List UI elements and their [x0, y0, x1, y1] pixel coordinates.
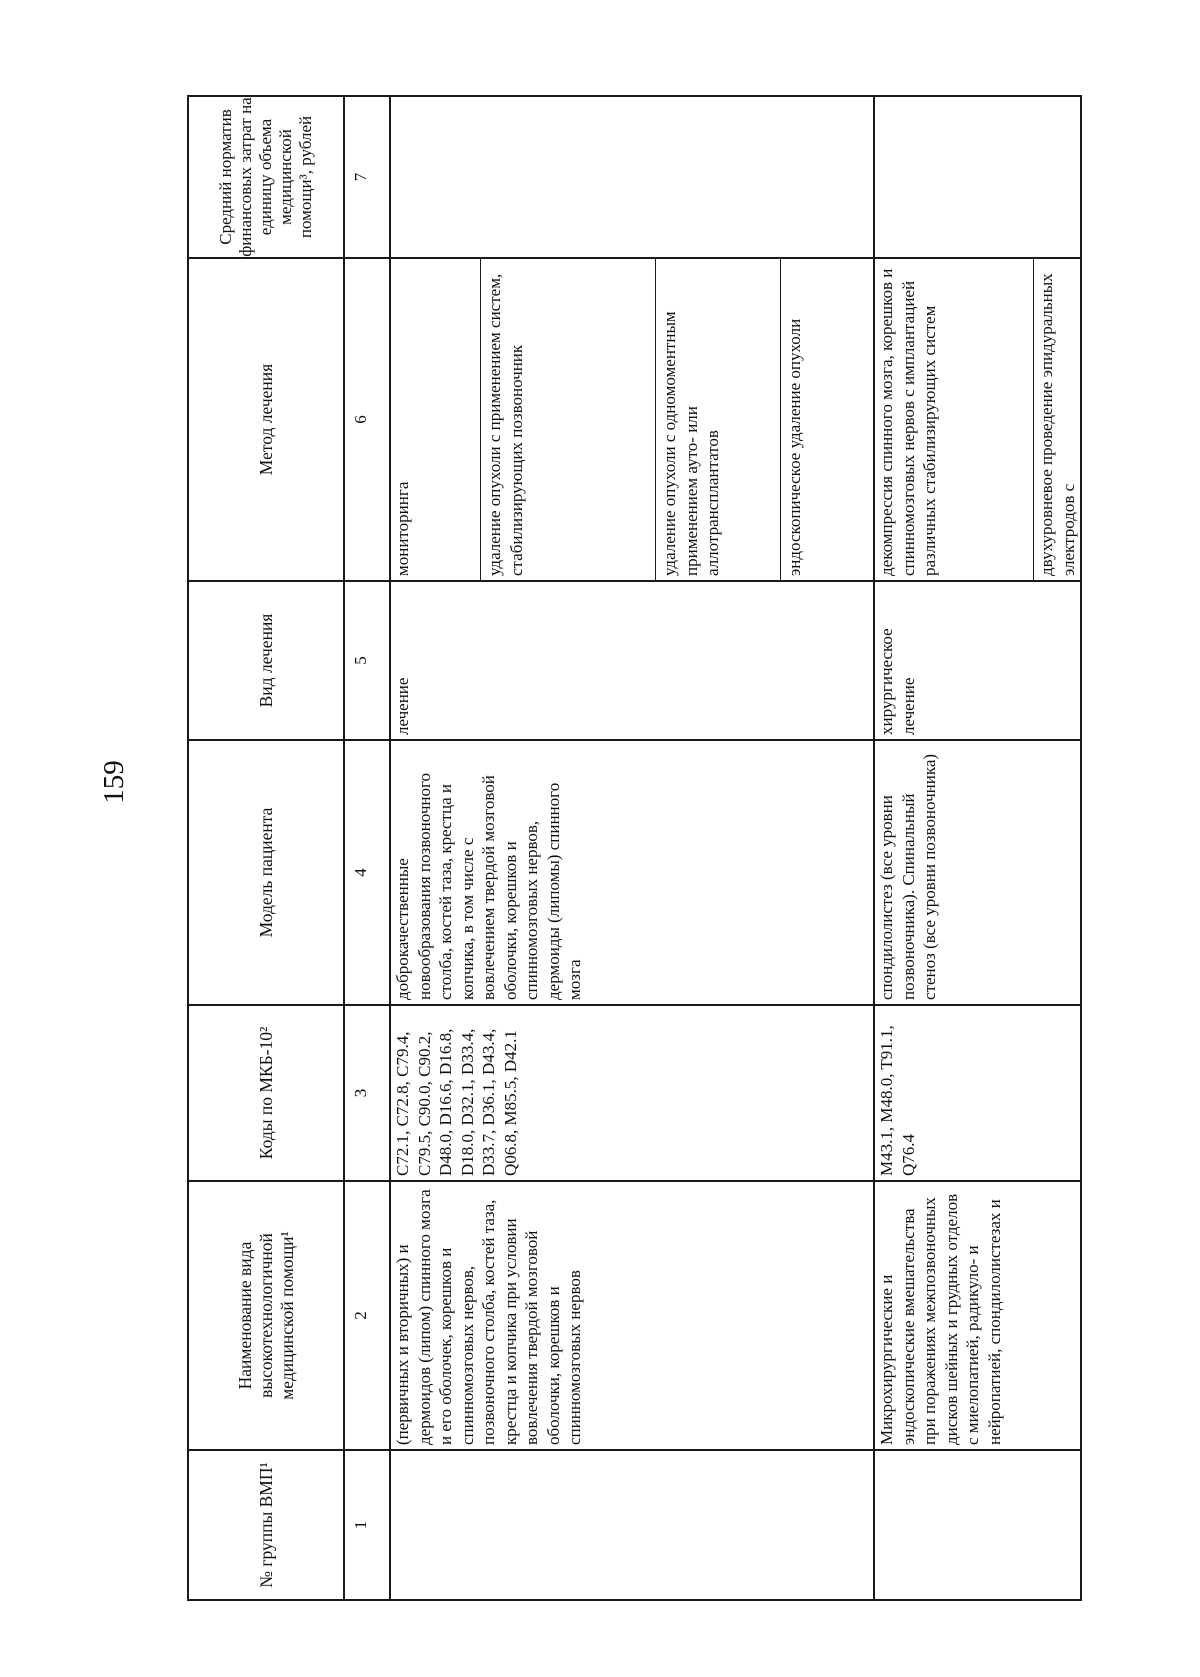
method-divider-4 [1033, 259, 1034, 580]
col-number-6: 6 [351, 415, 370, 424]
row1-method-3: удаление опухоли с одномоментным применением ауто- или аллотрансплантатов [660, 311, 722, 576]
col-number-4: 4 [351, 868, 370, 877]
table-border-right [1080, 95, 1082, 1601]
header-patient-model: Модель пациента [255, 807, 276, 938]
page-number: 159 [98, 760, 130, 804]
method-divider-3 [780, 259, 781, 580]
row2-vmp-name: Микрохирургические и эндоскопические вмешательства при поражениях межпозвоночных дисков шейных и грудных отделов с миелопатией, радикуло- и нейропатией, спондилолистезах и [877, 1193, 1004, 1445]
row1-method-2: удаление опухоли с применением систем, стабилизирующих позвоночник [485, 273, 526, 576]
header-divider [343, 95, 345, 1601]
row1-vmp-name: (первичных и вторичных) и дермоидов (липом) спинного мозга и его оболочек, корешков и спинномозговых нервов, позвоночного столба, костей таза, крестца и копчика при условии вовлечения твердой мозговой оболочки, корешков и спинномозговых нервов [393, 1189, 584, 1445]
row1-patient-model: доброкачественные новообразования позвоночного столба, костей таза, крестца и копчика, в том числе с вовлечением твердой мозговой оболочки, корешков и спинномозговых нервов, дермоиды (липомы) спинного мозга [393, 772, 584, 1000]
header-group-number: № группы ВМП¹ [255, 1462, 276, 1588]
header-treatment-method: Метод лечения [255, 363, 276, 476]
table-border-left [187, 95, 189, 1601]
row-divider [873, 95, 875, 1601]
col-number-1: 1 [351, 1520, 370, 1530]
row1-method-4: эндоскопическое удаление опухоли [785, 318, 804, 576]
row2-method-2: двухуровневое проведение эпидуральных электродов с [1037, 273, 1078, 576]
header-vmp-name: Наименование вида высокотехнологичной медицинской помощи¹ [234, 1231, 297, 1400]
row1-treatment-type: лечение [393, 677, 412, 735]
method-divider-2 [655, 259, 656, 580]
col-number-5: 5 [351, 656, 370, 665]
row1-icd-codes: C72.1, C72.8, C79.4, C79.5, C90.0, C90.2, D48.0, D16.6, D16.8, D18.0, D32.1, D33.4, D33.7, D36.1, D43.4, Q06.8, M85.5, D42.1 [393, 1028, 520, 1176]
row2-method-1: декомпрессия спинного мозга, корешков и спинномозговых нервов с имплантацией различных стабилизирующих систем [877, 268, 939, 576]
table-border-bottom [187, 1599, 1082, 1601]
method-divider-1 [480, 259, 481, 580]
header-avg-cost: Средний норматив финансовых затрат на единицу объема медицинской помощи³, рублей [216, 97, 315, 257]
col-number-3: 3 [351, 1088, 370, 1098]
header-icd-codes: Коды по МКБ-10² [255, 1026, 276, 1160]
header-treatment-type: Вид лечения [255, 613, 276, 708]
number-row-divider [389, 95, 391, 1601]
row2-icd-codes: M43.1, M48.0, T91.1, Q76.4 [877, 1025, 918, 1176]
row2-treatment-type: хирургическое лечение [877, 628, 918, 735]
col-number-7: 7 [351, 172, 370, 182]
row1-method-1: мониторинга [393, 481, 412, 576]
col-number-2: 2 [351, 1311, 370, 1320]
row2-patient-model: спондилолистез (все уровни позвоночника). Спинальный стеноз (все уровни позвоночника) [877, 753, 939, 1000]
